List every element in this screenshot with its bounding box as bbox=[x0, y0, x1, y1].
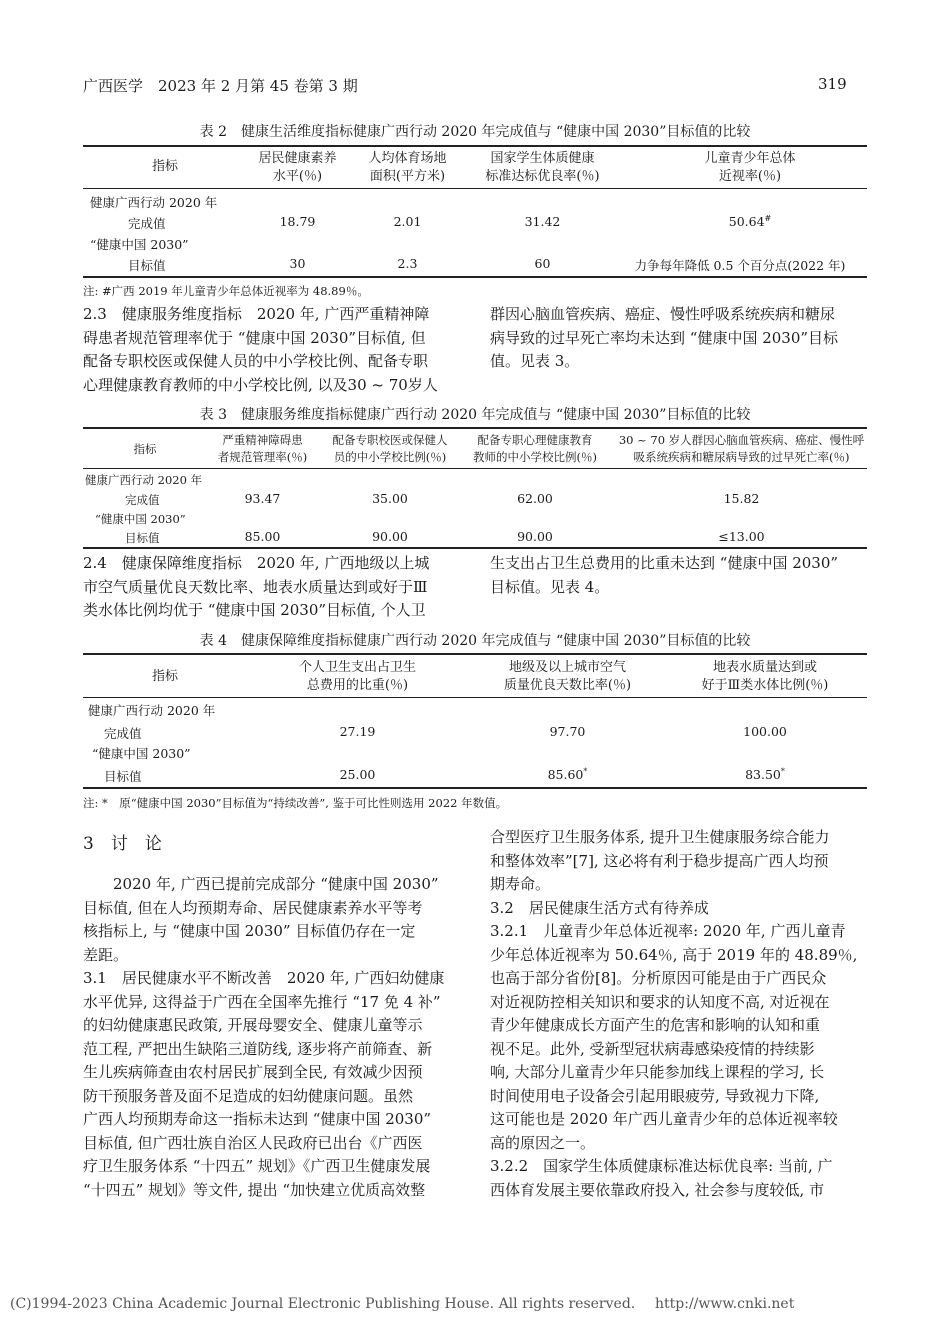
table2-cell: 力争每年降低 0.5 个百分点(2022 年) bbox=[634, 258, 846, 273]
table2-col2-a: 人均体育场地 bbox=[368, 151, 447, 166]
text-line: 核指标上, 与 “健康中国 2030” 目标值仍存在一定 bbox=[83, 922, 416, 940]
text-line: 生儿疾病筛查由农村居民扩展到全民, 有效减少因预 bbox=[83, 1063, 423, 1081]
table3-cell: ≤13.00 bbox=[718, 529, 765, 544]
table3-cell: 35.00 bbox=[372, 491, 408, 506]
table4-col3-a: 地表水质量达到或 bbox=[712, 660, 817, 675]
table4-col2-a: 地级及以上城市空气 bbox=[508, 660, 626, 675]
table2-col0: 指标 bbox=[151, 159, 178, 174]
table2-row1-label-a: 健康广西行动 2020 年 bbox=[90, 195, 218, 210]
text-line: 西体育发展主要依靠政府投入, 社会参与度较低, 市 bbox=[490, 1180, 825, 1199]
table3-cell: 15.82 bbox=[723, 491, 760, 506]
table3-col4-b: 吸系统疾病和糖尿病导致的过早死亡率(％) bbox=[633, 450, 850, 464]
text-line: 2020 年, 广西已提前完成部分 “健康中国 2030” bbox=[83, 875, 439, 893]
table2-cell: 18.79 bbox=[279, 214, 316, 229]
text-line: 群因心脑血管疾病、癌症、慢性呼吸系统疾病和糖尿 bbox=[490, 305, 836, 323]
table2-top-rule bbox=[83, 145, 867, 147]
text-line: 疗卫生服务体系 “十四五” 规划》《广西卫生健康发展 bbox=[83, 1157, 431, 1175]
table3-bottom-rule bbox=[83, 547, 867, 549]
table3-col0: 指标 bbox=[133, 442, 157, 456]
text-line: 值。见表 3。 bbox=[490, 352, 580, 370]
table2-mid-rule bbox=[83, 188, 867, 189]
journal-header: 广西医学 2023 年 2 月第 45 卷第 3 期 bbox=[83, 77, 358, 95]
text-line: 期寿命。 bbox=[490, 875, 551, 893]
text-line: 2.4 健康保障维度指标 2020 年, 广西地级以上城 bbox=[83, 554, 430, 572]
table2-row2-label-a: “健康中国 2030” bbox=[90, 237, 189, 252]
table4-col3-b: 好于Ⅲ类水体比例(％) bbox=[701, 678, 829, 693]
table3-cell: 62.00 bbox=[517, 491, 553, 506]
table4-cell: 97.70 bbox=[549, 724, 586, 739]
table3-row1-label-b: 完成值 bbox=[125, 493, 160, 507]
table2-cell: 60 bbox=[534, 256, 551, 271]
copyright-notice: (C)1994-2023 China Academic Journal Electronic Publishing House. All rights reserved. bbox=[10, 1296, 636, 1312]
table4-cell: 25.00 bbox=[339, 767, 376, 782]
table4-row1-label-b: 完成值 bbox=[104, 726, 142, 741]
table3-cell: 90.00 bbox=[372, 529, 408, 544]
text-line: 也高于部分省份[8]。分析原因可能是由于广西民众 bbox=[490, 969, 827, 987]
text-line: 配备专职校医或保健人员的中小学校比例、配备专职 bbox=[83, 352, 429, 370]
table3-row2-label-a: “健康中国 2030” bbox=[95, 512, 186, 526]
table2-col1-a: 居民健康素养 bbox=[258, 151, 337, 166]
table2-col1-b: 水平(％) bbox=[272, 169, 323, 184]
table2-cell: 31.42 bbox=[524, 214, 561, 229]
text-line: 3.2.2 国家学生体质健康标准达标优良率: 当前, 广 bbox=[490, 1157, 833, 1175]
text-line: 2.3 健康服务维度指标 2020 年, 广西严重精神障 bbox=[83, 305, 430, 323]
table4-cell-value: 85.60 bbox=[547, 767, 584, 783]
text-line: 和整体效率”[7], 这必将有利于稳步提高广西人均预 bbox=[490, 851, 829, 870]
table2-cell-mark: # bbox=[764, 214, 772, 223]
table2-row2-label-b: 目标值 bbox=[128, 258, 166, 273]
table3-col3-a: 配备专职心理健康教育 bbox=[477, 433, 593, 447]
cnki-link[interactable]: http://www.cnki.net bbox=[655, 1296, 795, 1312]
text-line: 青少年健康成长方面产生的危害和影响的认知和重 bbox=[490, 1016, 821, 1034]
section-heading: 3 讨 论 bbox=[83, 834, 162, 854]
table4-cell: 100.00 bbox=[743, 724, 787, 739]
table2-cell: 30 bbox=[289, 256, 306, 271]
table4-row2-label-a: “健康中国 2030” bbox=[92, 746, 191, 761]
page-number: 319 bbox=[818, 75, 847, 93]
table2-col2-b: 面积(平方米) bbox=[369, 169, 446, 184]
table4-col1-b: 总费用的比重(％) bbox=[306, 678, 409, 693]
text-line: 这可能也是 2020 年广西儿童青少年的总体近视率较 bbox=[490, 1110, 838, 1128]
text-line: 视不足。此外, 受新型冠状病毒感染疫情的持续影 bbox=[490, 1039, 815, 1058]
table4-cell: 27.19 bbox=[339, 724, 376, 739]
table2-col4-a: 儿童青少年总体 bbox=[704, 151, 796, 166]
table4-cell-mark: * bbox=[780, 767, 785, 776]
table3-col1-a: 严重精神障碍患 bbox=[222, 433, 303, 447]
table4-top-rule bbox=[83, 653, 867, 655]
table3-mid-rule bbox=[83, 468, 867, 469]
section3-right-column bbox=[490, 826, 857, 1202]
table3-cell: 93.47 bbox=[244, 491, 281, 506]
table4-bottom-rule bbox=[83, 787, 867, 789]
text-line: 水平优异, 这得益于广西在全国率先推行 “17 免 4 补” bbox=[83, 992, 441, 1011]
table3-row2-label-b: 目标值 bbox=[125, 531, 160, 545]
text-line: 合型医疗卫生服务体系, 提升卫生健康服务综合能力 bbox=[490, 828, 830, 846]
text-line: 市空气质量优良天数比率、地表水质量达到或好于Ⅲ bbox=[83, 577, 428, 596]
text-line: 防干预服务普及面不足造成的妇幼健康问题。虽然 bbox=[83, 1086, 414, 1105]
table4-cell bbox=[475, 767, 660, 782]
table3-col4-a: 30 ~ 70 岁人群因心脑血管疾病、癌症、慢性呼 bbox=[618, 433, 865, 447]
table2-col3-a: 国家学生体质健康 bbox=[490, 151, 595, 166]
table4-col1-a: 个人卫生支出占卫生 bbox=[298, 660, 416, 675]
table2-cell bbox=[640, 214, 860, 229]
table2-cell-value: 50.64 bbox=[728, 214, 765, 230]
table3-col1-b: 者规范管理率(％) bbox=[217, 450, 308, 464]
text-line: 病导致的过早死亡率均未达到 “健康中国 2030”目标 bbox=[490, 328, 839, 347]
text-line: 目标值, 但在人均预期寿命、居民健康素养水平等考 bbox=[83, 898, 423, 917]
table4-note: 注: * 原“健康中国 2030”目标值为“持续改善”, 鉴于可比性则选用 2022 年数值。 bbox=[83, 796, 508, 810]
text-line: 时间使用电子设备会引起用眼疲劳, 导致视力下降, bbox=[490, 1086, 820, 1105]
paragraph-2-4-left bbox=[83, 552, 429, 623]
table3-col2-a: 配备专职校医或保健人 bbox=[332, 433, 448, 447]
text-line: 碍患者规范管理率优于 “健康中国 2030”目标值, 但 bbox=[83, 328, 426, 347]
table3-cell: 90.00 bbox=[517, 529, 553, 544]
text-line: 心理健康教育教师的中小学校比例, 以及30 ~ 70岁人 bbox=[83, 375, 438, 394]
text-line: 范工程, 严把出生缺陷三道防线, 逐步将产前筛查、新 bbox=[83, 1039, 433, 1058]
text-line: 高的原因之一。 bbox=[490, 1133, 596, 1152]
table3-caption: 表 3 健康服务维度指标健康广西行动 2020 年完成值与 “健康中国 2030”目标值的比较 bbox=[199, 407, 751, 423]
text-line: 3.2.1 儿童青少年总体近视率: 2020 年, 广西儿童青 bbox=[490, 922, 846, 940]
text-line: 类水体比例均优于 “健康中国 2030”目标值, 个人卫 bbox=[83, 601, 426, 619]
table4-row1-label-a: 健康广西行动 2020 年 bbox=[88, 703, 216, 718]
table3-top-rule bbox=[83, 427, 867, 429]
text-line: 差距。 bbox=[83, 945, 129, 964]
table3-cell: 85.00 bbox=[244, 529, 281, 544]
paragraph-2-3-right bbox=[490, 303, 838, 374]
text-line: 3.1 居民健康水平不断改善 2020 年, 广西妇幼健康 bbox=[83, 969, 445, 987]
text-line: “十四五” 规划》等文件, 提出 “加快建立优质高效整 bbox=[83, 1180, 426, 1199]
text-line: 响, 大部分儿童青少年只能参加线上课程的学习, 长 bbox=[490, 1063, 825, 1081]
table4-cell bbox=[675, 767, 855, 782]
paragraph-2-3-left bbox=[83, 303, 438, 397]
table2-bottom-rule bbox=[83, 276, 867, 278]
text-line: 对近视防控相关知识和要求的认知度不高, 对近视在 bbox=[490, 992, 830, 1011]
table2-cell: 2.3 bbox=[397, 256, 418, 271]
text-line: 目标值。见表 4。 bbox=[490, 577, 610, 596]
table2-col3-b: 标准达标优良率(％) bbox=[485, 169, 600, 184]
table3-col3-b: 教师的中小学校比例(％) bbox=[473, 450, 597, 464]
text-line: 目标值, 但广西壮族自治区人民政府已出台《广西医 bbox=[83, 1133, 423, 1152]
table2-row1-label-b: 完成值 bbox=[128, 216, 166, 231]
table2-cell: 2.01 bbox=[393, 214, 422, 229]
table4-cell-value: 83.50 bbox=[745, 767, 781, 783]
text-line: 的妇幼健康惠民政策, 开展母婴安全、健康儿童等示 bbox=[83, 1016, 423, 1034]
table3-col2-b: 员的中小学校比例(％) bbox=[333, 450, 447, 464]
table4-col0: 指标 bbox=[151, 669, 178, 684]
table4-col2-b: 质量优良天数比率(％) bbox=[503, 678, 632, 693]
table2-col4-b: 近视率(％) bbox=[718, 169, 782, 184]
table2-note: 注: #广西 2019 年儿童青少年总体近视率为 48.89％。 bbox=[83, 284, 369, 298]
table3-row1-label-a: 健康广西行动 2020 年 bbox=[85, 473, 203, 487]
table2-caption: 表 2 健康生活维度指标健康广西行动 2020 年完成值与 “健康中国 2030”目标值的比较 bbox=[199, 124, 751, 140]
table4-row2-label-b: 目标值 bbox=[104, 769, 142, 784]
table4-mid-rule bbox=[83, 697, 867, 698]
paragraph-2-4-right bbox=[490, 552, 838, 599]
section3-left-column bbox=[83, 873, 444, 1202]
text-line: 3.2 居民健康生活方式有待养成 bbox=[490, 898, 709, 917]
text-line: 少年总体近视率为 50.64％, 高于 2019 年的 48.89％, bbox=[490, 945, 858, 964]
text-line: 生支出占卫生总费用的比重未达到 “健康中国 2030” bbox=[490, 554, 839, 572]
table4-caption: 表 4 健康保障维度指标健康广西行动 2020 年完成值与 “健康中国 2030”目标值的比较 bbox=[199, 633, 751, 649]
text-line: 广西人均预期寿命这一指标未达到 “健康中国 2030” bbox=[83, 1110, 432, 1128]
table4-cell-mark: * bbox=[583, 767, 588, 776]
